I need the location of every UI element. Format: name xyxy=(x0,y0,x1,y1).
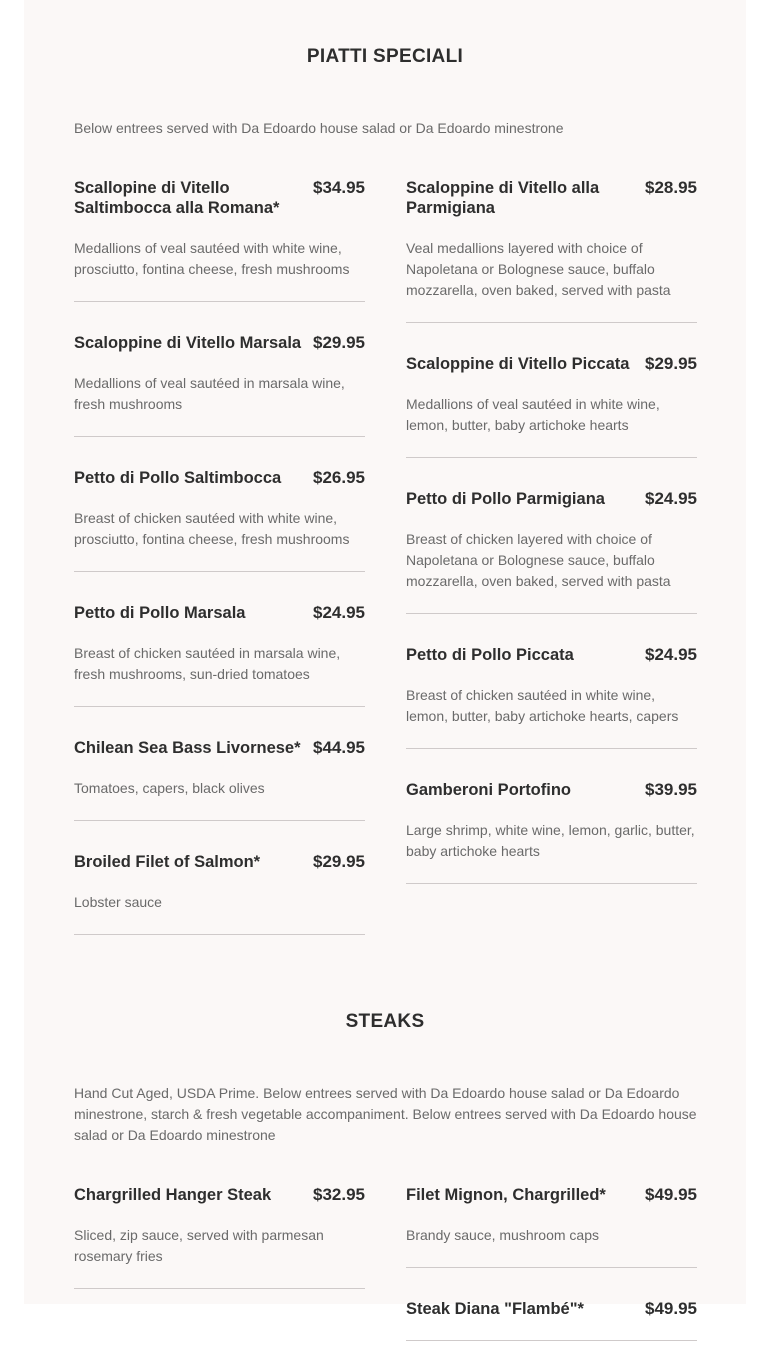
item-price: $29.95 xyxy=(313,852,365,871)
item-description: Large shrimp, white wine, lemon, garlic, butter, baby artichoke hearts xyxy=(406,822,695,859)
item-description: Sliced, zip sauce, served with parmesan rosemary fries xyxy=(74,1227,324,1264)
section-intro: Hand Cut Aged, USDA Prime. Below entrees served with Da Edoardo house salad or Da Edoardo minestrone, starch & fresh vegetable accompaniment. Below entrees served with Da Edoardo house salad or Da Edoardo minestrone xyxy=(74,1085,697,1143)
menu-item xyxy=(406,178,697,323)
item-description: Breast of chicken sautéed in marsala wine, fresh mushrooms, sun-dried tomatoes xyxy=(74,645,341,682)
menu-item xyxy=(74,468,365,572)
menu-item xyxy=(74,1185,365,1289)
item-name: Petto di Pollo Piccata xyxy=(406,646,574,664)
item-description: Tomatoes, capers, black olives xyxy=(74,780,265,796)
item-name: Steak Diana "Flambé"* xyxy=(406,1300,584,1318)
menu-item xyxy=(74,178,365,302)
item-description: Medallions of veal sautéed with white wine, prosciutto, fontina cheese, fresh mushrooms xyxy=(74,240,350,277)
section-intro: Below entrees served with Da Edoardo house salad or Da Edoardo minestrone xyxy=(74,120,564,136)
item-name: Scaloppine di Vitello Piccata xyxy=(406,355,630,373)
item-price: $49.95 xyxy=(645,1185,697,1204)
item-name: Filet Mignon, Chargrilled* xyxy=(406,1186,606,1204)
menu-column-right xyxy=(406,178,697,915)
section-title: STEAKS xyxy=(345,1011,425,1032)
item-description: Brandy sauce, mushroom caps xyxy=(406,1227,599,1243)
menu-column-left xyxy=(74,178,365,966)
item-description: Breast of chicken layered with choice of Napoletana or Bolognese sauce, buffalo mozzarella, oven baked, served with pasta xyxy=(406,531,671,589)
item-price: $29.95 xyxy=(313,333,365,352)
item-name: Chargrilled Hanger Steak xyxy=(74,1186,272,1204)
item-price: $29.95 xyxy=(645,354,697,373)
item-name: Scallopine di Vitello Saltimbocca alla Romana* xyxy=(74,179,280,217)
item-price: $24.95 xyxy=(645,645,697,664)
item-description: Lobster sauce xyxy=(74,894,162,910)
item-price: $24.95 xyxy=(313,603,365,622)
item-description: Veal medallions layered with choice of Napoletana or Bolognese sauce, buffalo mozzarella, oven baked, served with pasta xyxy=(406,240,671,298)
menu-item xyxy=(74,603,365,707)
item-price: $44.95 xyxy=(313,738,365,757)
menu-column-left xyxy=(74,1185,365,1320)
item-name: Gamberoni Portofino xyxy=(406,781,571,799)
item-price: $32.95 xyxy=(313,1185,365,1204)
menu-item xyxy=(74,852,365,935)
menu-item xyxy=(406,1185,697,1268)
menu-item xyxy=(406,1299,697,1341)
item-price: $39.95 xyxy=(645,780,697,799)
menu-item xyxy=(406,780,697,884)
item-price: $26.95 xyxy=(313,468,365,487)
menu-item xyxy=(74,333,365,437)
item-price: $24.95 xyxy=(645,489,697,508)
item-price: $49.95 xyxy=(645,1299,697,1318)
item-description: Medallions of veal sautéed in marsala wine, fresh mushrooms xyxy=(74,375,345,412)
menu-item xyxy=(406,489,697,614)
item-name: Scaloppine di Vitello Marsala xyxy=(74,334,302,352)
item-description: Breast of chicken sautéed with white wine, prosciutto, fontina cheese, fresh mushrooms xyxy=(74,510,350,547)
item-name: Chilean Sea Bass Livornese* xyxy=(74,739,301,757)
item-name: Petto di Pollo Parmigiana xyxy=(406,490,605,508)
menu-item xyxy=(406,354,697,458)
item-description: Medallions of veal sautéed in white wine, lemon, butter, baby artichoke hearts xyxy=(406,396,660,433)
item-name: Broiled Filet of Salmon* xyxy=(74,853,261,871)
item-description: Breast of chicken sautéed in white wine, lemon, butter, baby artichoke hearts, capers xyxy=(406,687,679,724)
menu-panel xyxy=(24,0,746,1318)
item-name: Petto di Pollo Saltimbocca xyxy=(74,469,282,487)
section-title: PIATTI SPECIALI xyxy=(306,46,464,67)
item-price: $34.95 xyxy=(313,178,365,197)
item-name: Petto di Pollo Marsala xyxy=(74,604,246,622)
menu-column-right xyxy=(406,1185,697,1372)
menu-item xyxy=(406,645,697,749)
item-name: Scaloppine di Vitello alla Parmigiana xyxy=(406,179,600,217)
item-price: $28.95 xyxy=(645,178,697,197)
menu-item xyxy=(74,738,365,821)
